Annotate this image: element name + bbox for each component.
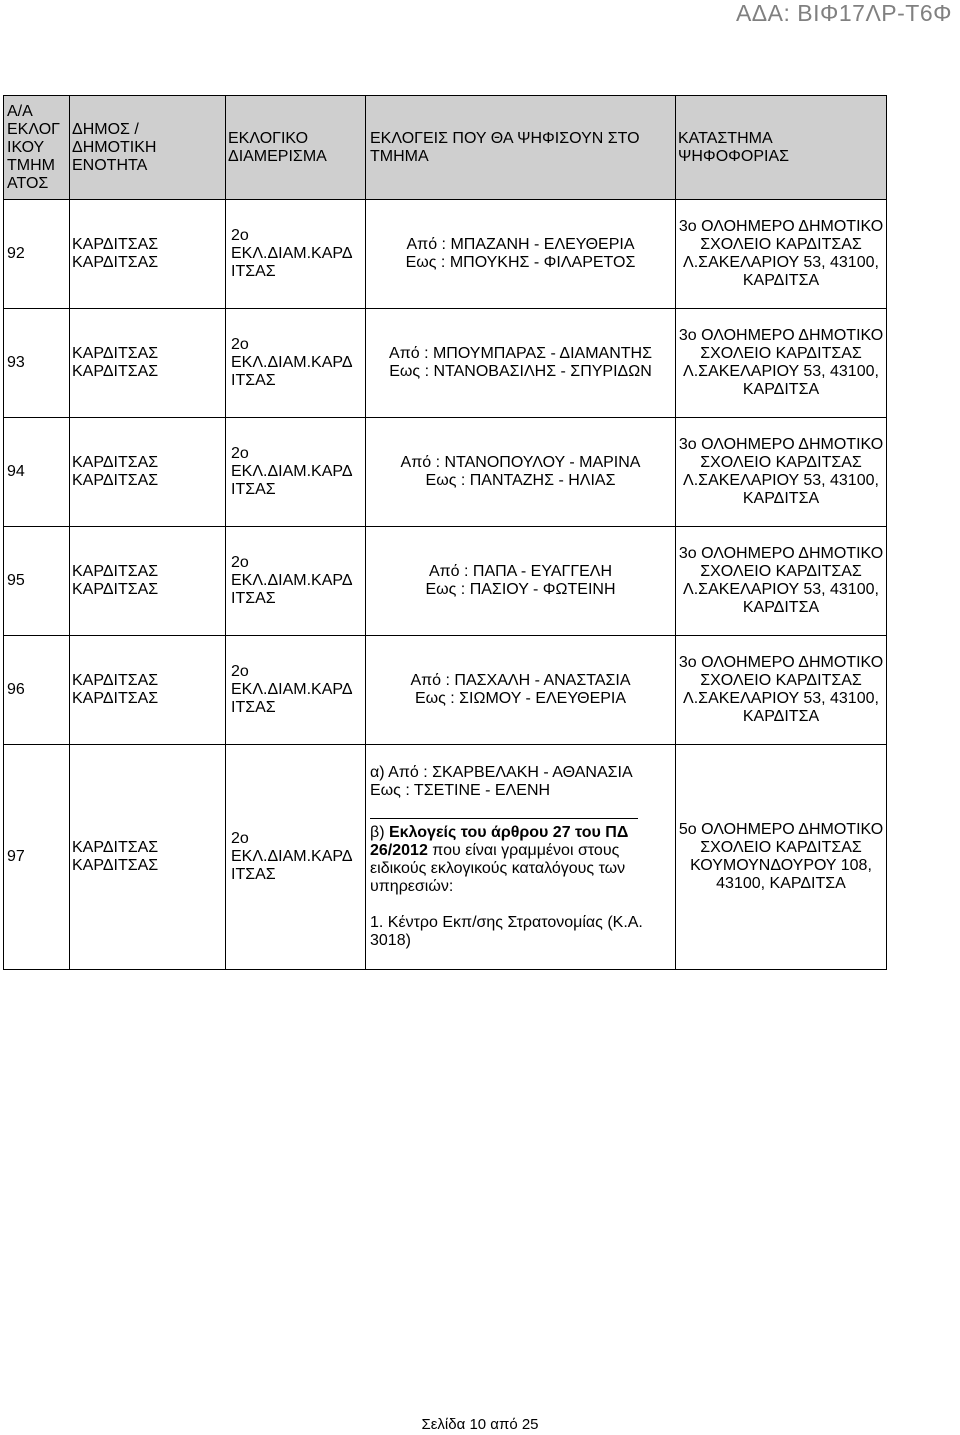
cell-diamerisma: 2ο ΕΚΛ.ΔΙΑΜ.ΚΑΡΔ ΙΤΣΑΣ [226,418,366,527]
cell-station: 3ο ΟΛΟΗΜΕΡΟ ΔΗΜΟΤΙΚΟ ΣΧΟΛΕΙΟ ΚΑΡΔΙΤΣΑΣ Λ.ΣΑΚΕΛΑΡΙΟΥ 53, 43100, ΚΑΡΔΙΤΣΑ [676,527,887,636]
cell-aa: 95 [4,527,70,636]
voters-from: Από : ΜΠΟΥΜΠΑΡΑΣ - ΔΙΑΜΑΝΤΗΣ [389,345,652,362]
cell-aa: 97 [4,745,70,970]
polling-stations-table [3,95,887,970]
cell-dimos: ΚΑΡΔΙΤΣΑΣ ΚΑΡΔΙΤΣΑΣ [70,418,226,527]
voters-from: Από : ΠΑΠΑ - ΕΥΑΓΓΕΛΗ [428,563,613,580]
cell-aa: 96 [4,636,70,745]
cell-diamerisma: 2ο ΕΚΛ.ΔΙΑΜ.ΚΑΡΔ ΙΤΣΑΣ [226,527,366,636]
cell-station: 3ο ΟΛΟΗΜΕΡΟ ΔΗΜΟΤΙΚΟ ΣΧΟΛΕΙΟ ΚΑΡΔΙΤΣΑΣ Λ.ΣΑΚΕΛΑΡΙΟΥ 53, 43100, ΚΑΡΔΙΤΣΑ [676,200,887,309]
voters-b-item: 1. Κέντρο Εκπ/σης Στρατονομίας (Κ.Α. 3018) [370,914,643,949]
cell-diamerisma: 2ο ΕΚΛ.ΔΙΑΜ.ΚΑΡΔ ΙΤΣΑΣ [226,745,366,970]
voters-to: Εως : ΜΠΟΥΚΗΣ - ΦΙΛΑΡΕΤΟΣ [405,254,636,271]
cell-dimos: ΚΑΡΔΙΤΣΑΣ ΚΑΡΔΙΤΣΑΣ [70,200,226,309]
voters-block [370,764,675,950]
table-header-row [4,96,887,200]
cell-aa: 93 [4,309,70,418]
page-number: Σελίδα 10 από 25 [421,1416,539,1433]
voters-a-from: α) Από : ΣΚΑΡΒΕΛΑΚΗ - ΑΘΑΝΑΣΙΑ [370,764,633,781]
voters-from: Από : ΝΤΑΝΟΠΟΥΛΟΥ - ΜΑΡΙΝΑ [400,454,641,471]
voters-a-to: Εως : ΤΣΕΤΙΝΕ - ΕΛΕΝΗ [370,782,551,799]
voters-from: Από : ΜΠΑΖΑΝΗ - ΕΛΕΥΘΕΡΙΑ [406,236,635,253]
cell-aa: 94 [4,418,70,527]
voters-b-bold: Εκλογείς του άρθρου 27 του ΠΔ 26/2012 [370,824,629,859]
voters-b-prefix: β) [370,824,389,841]
cell-diamerisma: 2ο ΕΚΛ.ΔΙΑΜ.ΚΑΡΔ ΙΤΣΑΣ [226,636,366,745]
col-header-dimos: ΔΗΜΟΣ / ΔΗΜΟΤΙΚΗ ΕΝΟΤΗΤΑ [70,96,226,200]
cell-aa: 92 [4,200,70,309]
table-row [4,745,887,970]
col-header-aa: Α/Α ΕΚΛΟΓ ΙΚΟΥ ΤΜΗΜ ΑΤΟΣ [4,96,70,200]
cell-dimos: ΚΑΡΔΙΤΣΑΣ ΚΑΡΔΙΤΣΑΣ [70,309,226,418]
table-row [4,636,887,745]
cell-station: 5ο ΟΛΟΗΜΕΡΟ ΔΗΜΟΤΙΚΟ ΣΧΟΛΕΙΟ ΚΑΡΔΙΤΣΑΣ ΚΟΥΜΟΥΝΔΟΥΡΟΥ 108, 43100, ΚΑΡΔΙΤΣΑ [676,745,887,970]
table-row [4,418,887,527]
cell-dimos: ΚΑΡΔΙΤΣΑΣ ΚΑΡΔΙΤΣΑΣ [70,636,226,745]
table-row [4,200,887,309]
cell-dimos: ΚΑΡΔΙΤΣΑΣ ΚΑΡΔΙΤΣΑΣ [70,527,226,636]
cell-voters [366,636,676,745]
separator-line [370,818,638,819]
cell-voters [366,418,676,527]
col-header-voters: ΕΚΛΟΓΕΙΣ ΠΟΥ ΘΑ ΨΗΦΙΣΟΥΝ ΣΤΟ ΤΜΗΜΑ [366,96,676,200]
cell-dimos: ΚΑΡΔΙΤΣΑΣ ΚΑΡΔΙΤΣΑΣ [70,745,226,970]
voters-from: Από : ΠΑΣΧΑΛΗ - ΑΝΑΣΤΑΣΙΑ [410,672,631,689]
cell-voters [366,745,676,970]
ada-code: ΑΔΑ: ΒΙΦ17ΛΡ-Τ6Φ [735,0,952,26]
col-header-station: ΚΑΤΑΣΤΗΜΑ ΨΗΦΟΦΟΡΙΑΣ [676,96,887,200]
col-header-diamerisma: ΕΚΛΟΓΙΚΟ ΔΙΑΜΕΡΙΣΜΑ [226,96,366,200]
voters-to: Εως : ΠΑΣΙΟΥ - ΦΩΤΕΙΝΗ [425,581,616,598]
cell-diamerisma: 2ο ΕΚΛ.ΔΙΑΜ.ΚΑΡΔ ΙΤΣΑΣ [226,309,366,418]
cell-voters [366,200,676,309]
cell-voters [366,309,676,418]
voters-b-rest: που είναι γραμμένοι στους ειδικούς εκλογικούς καταλόγους των υπηρεσιών: [370,842,626,895]
table-row [4,527,887,636]
table-row [4,309,887,418]
cell-station: 3ο ΟΛΟΗΜΕΡΟ ΔΗΜΟΤΙΚΟ ΣΧΟΛΕΙΟ ΚΑΡΔΙΤΣΑΣ Λ.ΣΑΚΕΛΑΡΙΟΥ 53, 43100, ΚΑΡΔΙΤΣΑ [676,309,887,418]
cell-station: 3ο ΟΛΟΗΜΕΡΟ ΔΗΜΟΤΙΚΟ ΣΧΟΛΕΙΟ ΚΑΡΔΙΤΣΑΣ Λ.ΣΑΚΕΛΑΡΙΟΥ 53, 43100, ΚΑΡΔΙΤΣΑ [676,418,887,527]
cell-diamerisma: 2ο ΕΚΛ.ΔΙΑΜ.ΚΑΡΔ ΙΤΣΑΣ [226,200,366,309]
voters-to: Εως : ΠΑΝΤΑΖΗΣ - ΗΛΙΑΣ [425,472,616,489]
cell-station: 3ο ΟΛΟΗΜΕΡΟ ΔΗΜΟΤΙΚΟ ΣΧΟΛΕΙΟ ΚΑΡΔΙΤΣΑΣ Λ.ΣΑΚΕΛΑΡΙΟΥ 53, 43100, ΚΑΡΔΙΤΣΑ [676,636,887,745]
voters-to: Εως : ΝΤΑΝΟΒΑΣΙΛΗΣ - ΣΠΥΡΙΔΩΝ [389,363,652,380]
voters-to: Εως : ΣΙΩΜΟΥ - ΕΛΕΥΘΕΡΙΑ [414,690,627,707]
voters-b-text [370,824,675,896]
cell-voters [366,527,676,636]
